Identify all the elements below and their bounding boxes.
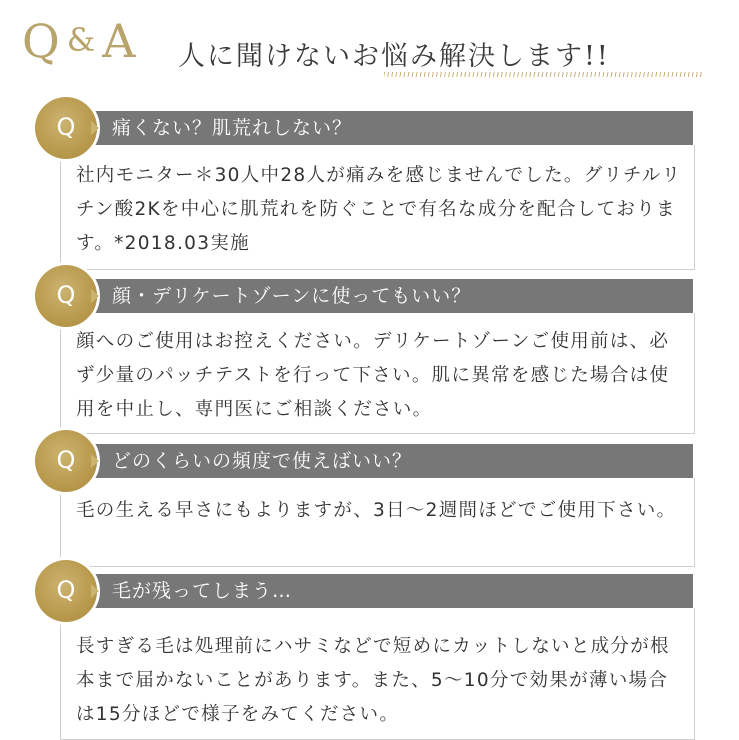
question-text: 毛が残ってしまう… [112,580,293,602]
qa-logo [22,14,137,68]
question-text: どのくらいの頻度で使えばいい？ [112,450,413,472]
question-badge [35,97,97,159]
answer-text: 毛の生える早さにもよりますが、3日〜2週間ほどでご使用下さい。 [76,500,677,521]
page-headline: 人に聞けないお悩み解決します!! [178,41,610,72]
answer-text: 社内モニター＊30人中28人が痛みを感じませんでした。グリチルリチン酸2Kを中心に肌荒れを防ぐことで有名な成分を配合しております。*2018.03実施 [76,165,682,254]
answer-text: 長すぎる毛は処理前にハサミなどで短めにカットしないと成分が根本まで届かないことがあります。また、5〜10分で効果が薄い場合は15分ほどで様子をみてください。 [76,636,670,725]
headline-underline [384,72,702,77]
page-header [0,0,739,90]
logo-amp: & [66,21,97,59]
question-badge [35,560,97,622]
question-badge [35,265,97,327]
badge-arrow-icon [91,584,99,598]
badge-letter: Q [56,281,76,309]
badge-arrow-icon [91,121,99,135]
badge-letter: Q [56,113,76,141]
answer-text: 顔へのご使用はお控えください。デリケートゾーンご使用前は、必ず少量のパッチテストを行って下さい。肌に異常を感じた場合は使用を中止し、専門医にご相談ください。 [76,331,670,420]
badge-letter: Q [56,576,76,604]
badge-arrow-icon [91,454,99,468]
question-text: 顔・デリケートゾーンに使ってもいい？ [112,285,472,307]
badge-letter: Q [56,446,76,474]
logo-q: Q [22,14,61,68]
question-badge [35,430,97,492]
logo-a: A [102,14,137,68]
question-text: 痛くない？肌荒れしない？ [112,117,353,139]
badge-arrow-icon [91,289,99,303]
